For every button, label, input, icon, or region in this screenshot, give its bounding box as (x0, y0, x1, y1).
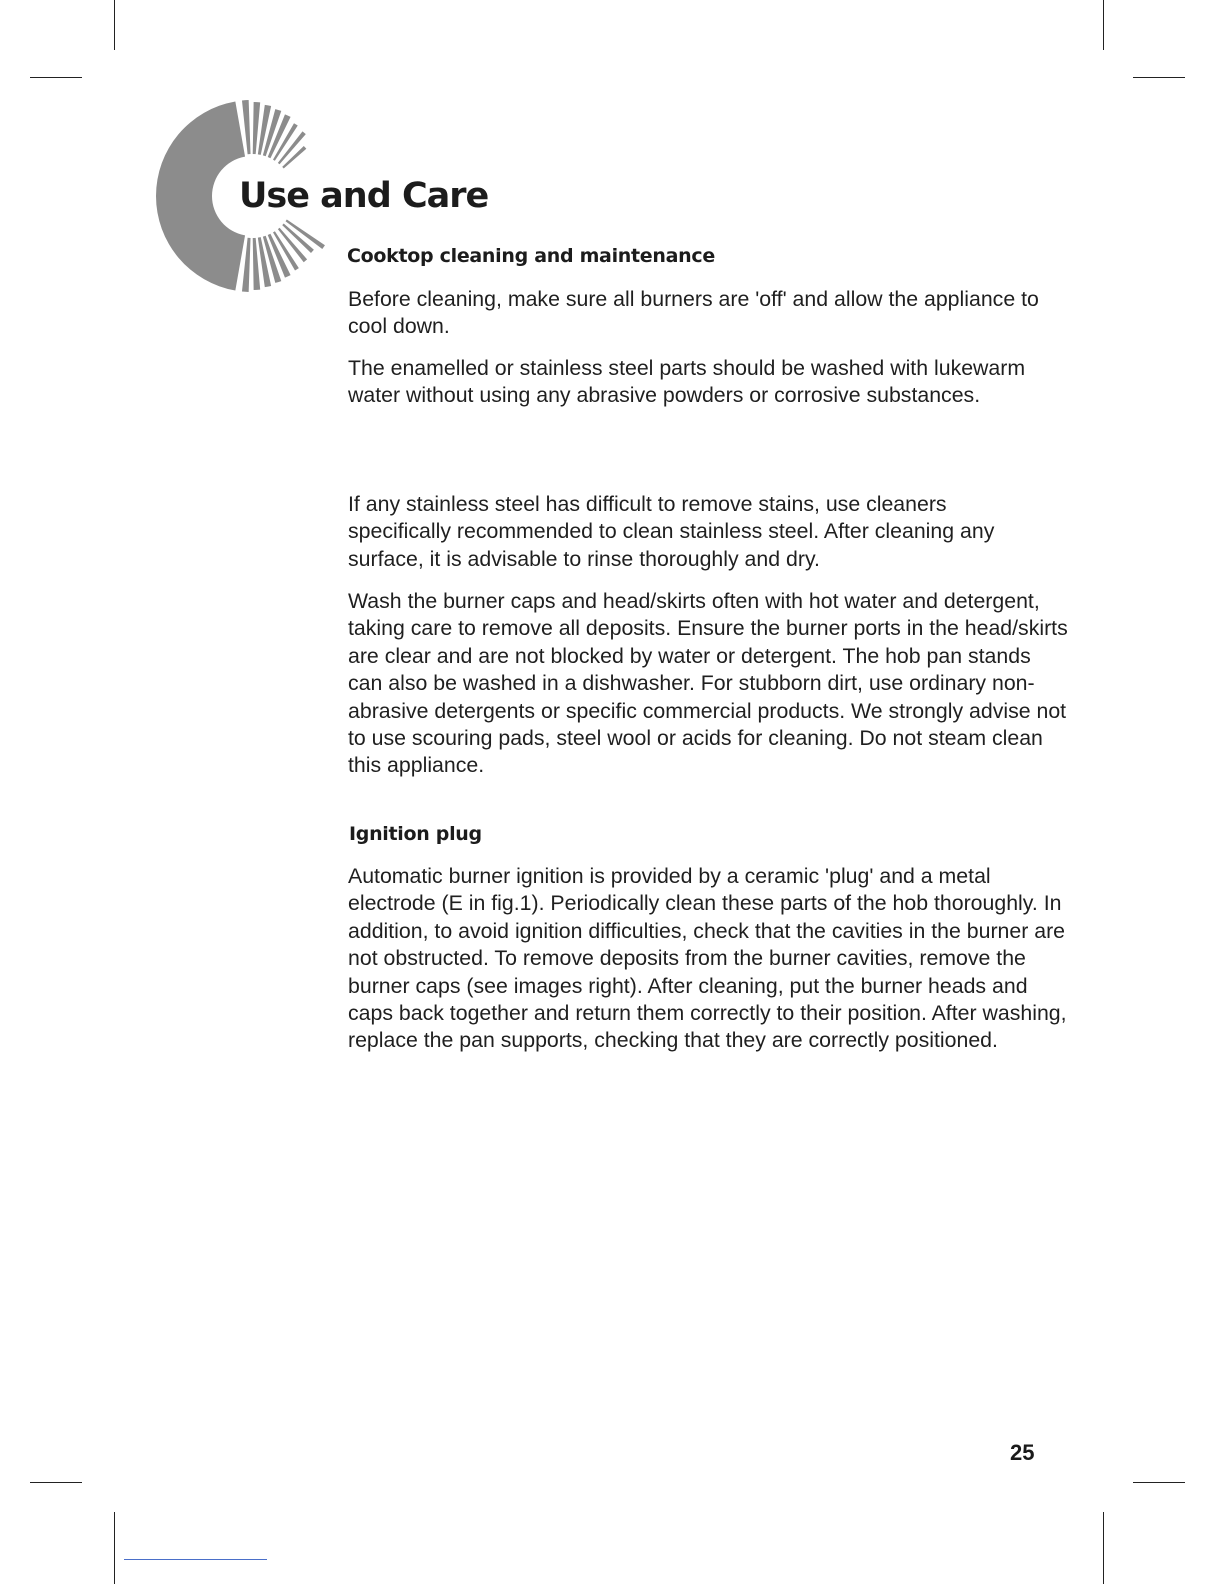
cleaning-paragraph: Wash the burner caps and head/skirts often with hot water and detergent, taking care to remove all deposits. Ensure the burner ports in the head/skirts are clear and are not blocked by water or detergent. The hob pan stands can also be washed in a dishwasher. For stubborn dirt, use ordinary non-abrasive detergents or specific commercial products. We strongly advise not to use scouring pads, steel wool or acids for cleaning. Do not steam clean this appliance. (348, 589, 1068, 778)
emblem-ray (282, 146, 306, 168)
cleaning-paragraph: Before cleaning, make sure all burners are 'off' and allow the appliance to cool down. (348, 287, 1039, 339)
emblem-ray (242, 100, 251, 154)
crop-mark-bottom-right-horizontal (1133, 1482, 1185, 1483)
emblem-ray (258, 237, 271, 287)
crop-mark-top-left-vertical (114, 0, 115, 50)
ignition-heading: Ignition plug (349, 823, 482, 845)
emblem-arc (156, 101, 245, 290)
crop-mark-top-right-vertical (1103, 0, 1104, 50)
crop-mark-bottom-left-horizontal (30, 1482, 82, 1483)
crop-mark-top-right-horizontal (1133, 77, 1185, 78)
bottom-rule (124, 1559, 267, 1560)
cleaning-paragraph: If any stainless steel has difficult to remove stains, use cleaners specifically recommended to clean stainless steel. After cleaning any surface, it is advisable to rinse thoroughly and dry. (348, 492, 995, 571)
crop-mark-bottom-left-vertical (114, 1512, 115, 1584)
page-number: 25 (1010, 1440, 1035, 1465)
emblem-ray (242, 238, 251, 292)
ignition-paragraph: Automatic burner ignition is provided by a ceramic 'plug' and a metal electrode (E in fig.1). Periodically clean these parts of the hob thoroughly. In addition, to avoid ignition difficulties, check that the cavities in the burner are not obstructed. To remove deposits from the burner cavities, remove the burner caps (see images right). After cleaning, put the burner heads and caps back together and return them correctly to their position. After washing, replace the pan supports, checking that they are correctly positioned. (348, 864, 1067, 1053)
cleaning-heading: Cooktop cleaning and maintenance (347, 245, 715, 267)
crop-mark-bottom-right-vertical (1103, 1512, 1104, 1584)
emblem-ray (258, 105, 271, 155)
crop-mark-top-left-horizontal (30, 77, 82, 78)
cleaning-paragraph: The enamelled or stainless steel parts should be washed with lukewarm water without using any abrasive powders or corrosive substances. (348, 356, 1026, 408)
section-title: Use and Care (239, 176, 489, 216)
